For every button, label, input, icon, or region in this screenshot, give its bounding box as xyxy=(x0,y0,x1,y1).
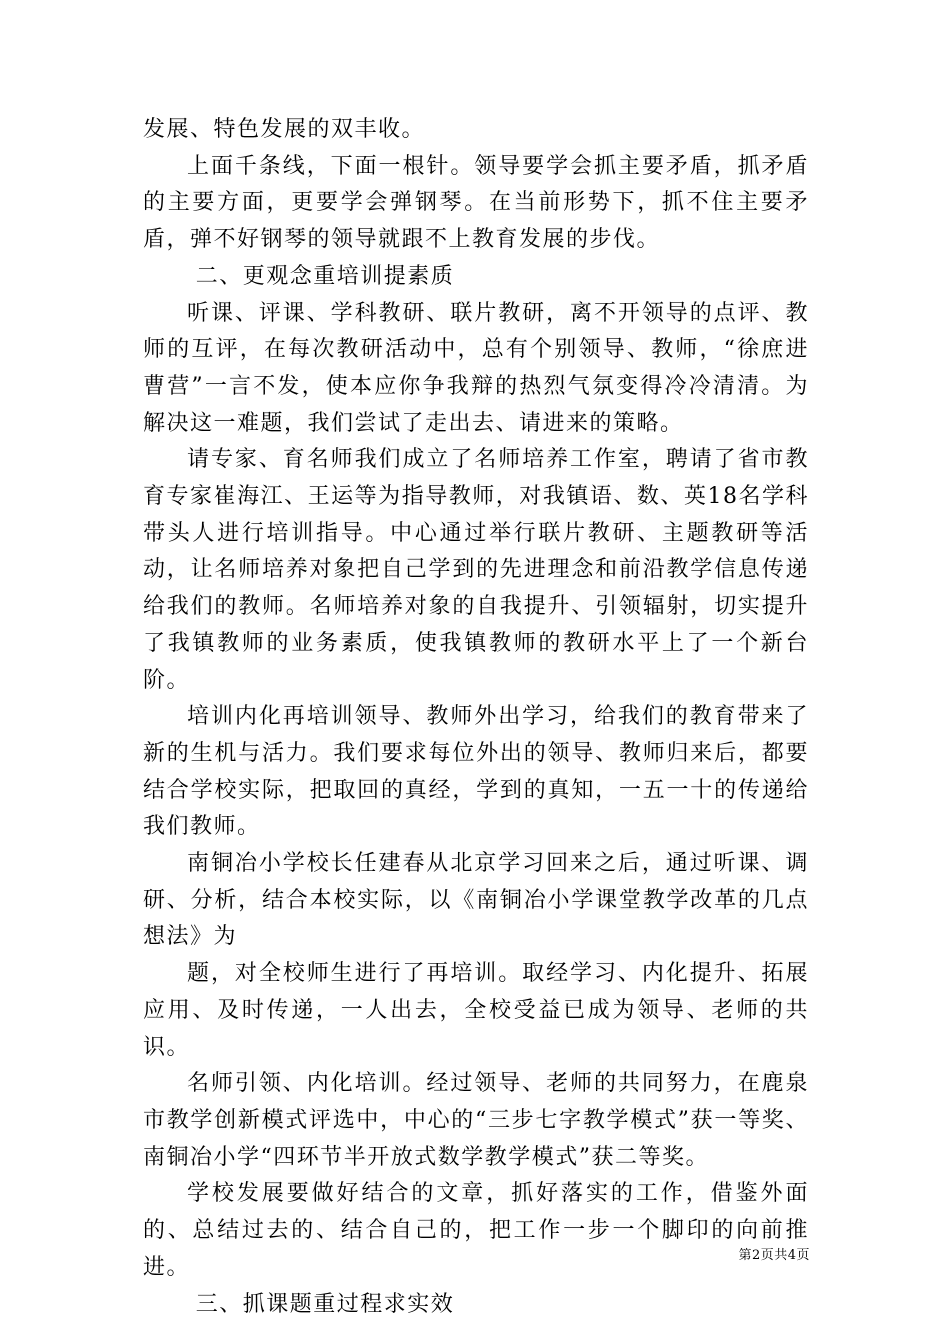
paragraph-expert-training: 请专家、育名师我们成立了名师培养工作室，聘请了省市教育专家崔海江、王运等为指导教师，对我镇语、数、英18名学科带头人进行培训指导。中心通过举行联片教研、主题教研等活动，让名师培养对象把自己学到的先进理念和前沿教学信息传递给我们的教师。名师培养对象的自我提升、引领辐射，切实提升了我镇教师的业务素质，使我镇教师的教研水平上了一个新台阶。 xyxy=(143,447,809,693)
paragraph-development: 学校发展要做好结合的文章，抓好落实的工作，借鉴外面的、总结过去的、结合自己的，把工作一步一个脚印的向前推进。 xyxy=(143,1181,809,1280)
paragraph-retraining: 题，对全校师生进行了再培训。取经学习、内化提升、拓展应用、及时传递，一人出去，全校受益已成为领导、老师的共识。 xyxy=(143,961,809,1060)
paragraph-principal: 南铜冶小学校长任建春从北京学习回来之后，通过听课、调研、分析，结合本校实际，以《南铜冶小学课堂教学改革的几点想法》为 xyxy=(143,851,809,950)
paragraph-leadership: 上面千条线，下面一根针。领导要学会抓主要矛盾，抓矛盾的主要方面，更要学会弹钢琴。在当前形势下，抓不住主要矛盾，弹不好钢琴的领导就跟不上教育发展的步伐。 xyxy=(143,153,809,253)
section-heading-2: 二、更观念重培训提素质 xyxy=(195,263,455,289)
document-body xyxy=(143,112,809,1323)
page-number: 第2页共4页 xyxy=(738,1248,810,1263)
paragraph-external-study: 培训内化再培训领导、教师外出学习，给我们的教育带来了新的生机与活力。我们要求每位外出的领导、教师归来后，都要结合学校实际，把取回的真经，学到的真知，一五一十的传递给我们教师。 xyxy=(143,704,809,840)
section-heading-3: 三、抓课题重过程求实效 xyxy=(195,1291,455,1317)
paragraph-teaching-research: 听课、评课、学科教研、联片教研，离不开领导的点评、教师的互评，在每次教研活动中，总有个别领导、教师，“徐庶进曹营”一言不发，使本应你争我辩的热烈气氛变得冷冷清清。为解决这一难题，我们尝试了走出去、请进来的策略。 xyxy=(143,300,809,436)
paragraph-continuation: 发展、特色发展的双丰收。 xyxy=(143,117,426,142)
paragraph-awards: 名师引领、内化培训。经过领导、老师的共同努力，在鹿泉市教学创新模式评选中，中心的“三步七字教学模式”获一等奖、南铜冶小学“四环节半开放式数学教学模式”获二等奖。 xyxy=(143,1071,809,1170)
